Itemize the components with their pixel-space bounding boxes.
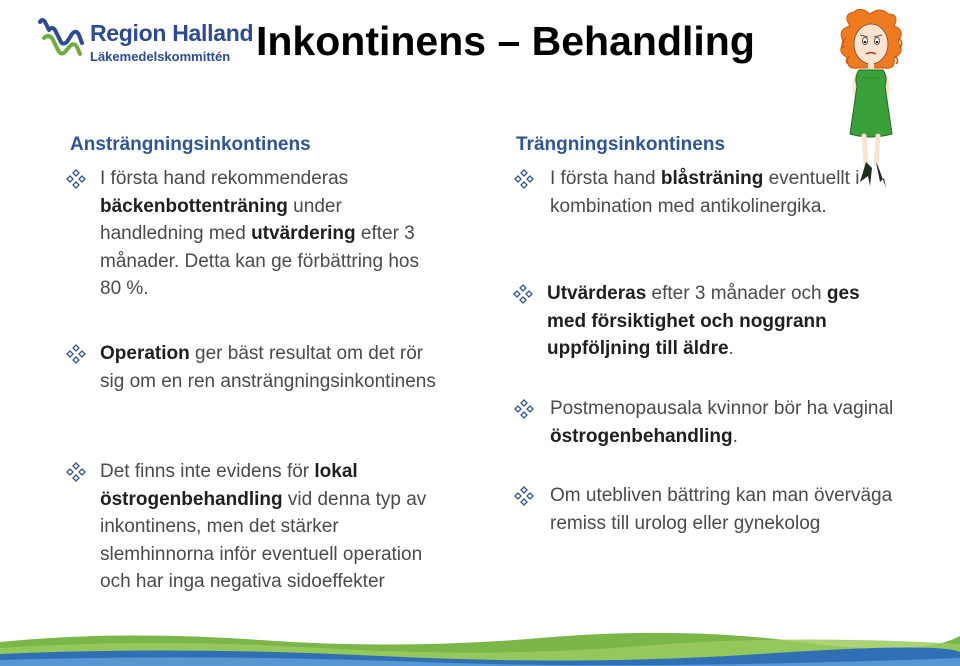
bold-text-run: lokal östrogenbehandling <box>100 461 358 510</box>
left-bullet-2 <box>100 340 445 395</box>
right-bullet-1-text <box>550 168 859 217</box>
text-run: eventuellt i kombination med antikolinergika. <box>550 168 860 217</box>
right-bullet-3 <box>550 395 895 450</box>
bold-text-run: bäckenbottenträning <box>100 195 288 217</box>
four-diamond-bullet-icon <box>513 284 533 304</box>
footer-wave-decoration <box>0 626 960 666</box>
left-bullet-3 <box>100 458 445 596</box>
bold-text-run: östrogenbehandling <box>550 425 733 447</box>
four-diamond-bullet-icon <box>66 344 86 364</box>
left-bullet-3-text <box>100 461 426 592</box>
page-title: Inkontinens – Behandling <box>256 18 755 64</box>
text-run: under handledning med <box>100 195 342 244</box>
logo-subtitle: Läkemedelskommittén <box>90 49 231 64</box>
text-run: I första hand <box>550 168 661 189</box>
region-halland-logo <box>36 12 254 64</box>
text-run: vid denna typ av inkontinens, men det stärker slemhinnorna inför eventuell operation och har inga negativa sidoeffekter <box>100 488 427 592</box>
four-diamond-bullet-icon <box>514 399 534 419</box>
left-bullet-1-text <box>100 168 419 299</box>
text-run: ger bäst resultat om det rör sig om en ren ansträngningsinkontinens <box>100 343 436 392</box>
bold-text-run: Utvärderas <box>547 283 647 304</box>
heading-anstrangningsinkontinens: Ansträngningsinkontinens <box>70 134 311 155</box>
text-run: Postmenopausala kvinnor bör ha vaginal <box>550 398 894 419</box>
text-run: Om utebliven bättring kan man överväga remiss till urolog eller gynekolog <box>550 485 893 534</box>
text-run: . <box>732 425 738 447</box>
bold-text-run: blåsträning <box>660 168 764 189</box>
text-run: efter 3 månader. Detta kan ge förbättring hos 80 %. <box>100 223 419 299</box>
right-bullet-2-text <box>547 283 860 359</box>
region-halland-logo-icon <box>36 16 90 62</box>
text-run: efter 3 månader och <box>646 283 827 304</box>
left-bullet-1 <box>100 165 445 303</box>
heading-trangningsinkontinens: Trängningsinkontinens <box>516 134 726 155</box>
text-run: . <box>728 338 734 359</box>
bold-text-run: utvärdering <box>251 223 356 244</box>
bold-text-run: ges med försiktighet och noggrann uppföljning till äldre <box>547 283 860 359</box>
four-diamond-bullet-icon <box>514 169 534 189</box>
four-diamond-bullet-icon <box>514 486 534 506</box>
right-bullet-4 <box>550 482 895 537</box>
text-run: Det finns inte evidens för <box>100 461 315 482</box>
right-bullet-2 <box>547 280 892 363</box>
bold-text-run: Operation <box>100 343 190 364</box>
worried-girl-illustration <box>822 8 922 190</box>
right-bullet-1 <box>550 165 860 220</box>
four-diamond-bullet-icon <box>66 462 86 482</box>
right-bullet-3-text <box>550 398 893 447</box>
logo-name: Region Halland <box>90 20 254 46</box>
right-bullet-4-text <box>550 485 892 534</box>
text-run: I första hand rekommenderas <box>100 168 349 189</box>
left-bullet-2-text <box>100 343 436 392</box>
four-diamond-bullet-icon <box>66 169 86 189</box>
